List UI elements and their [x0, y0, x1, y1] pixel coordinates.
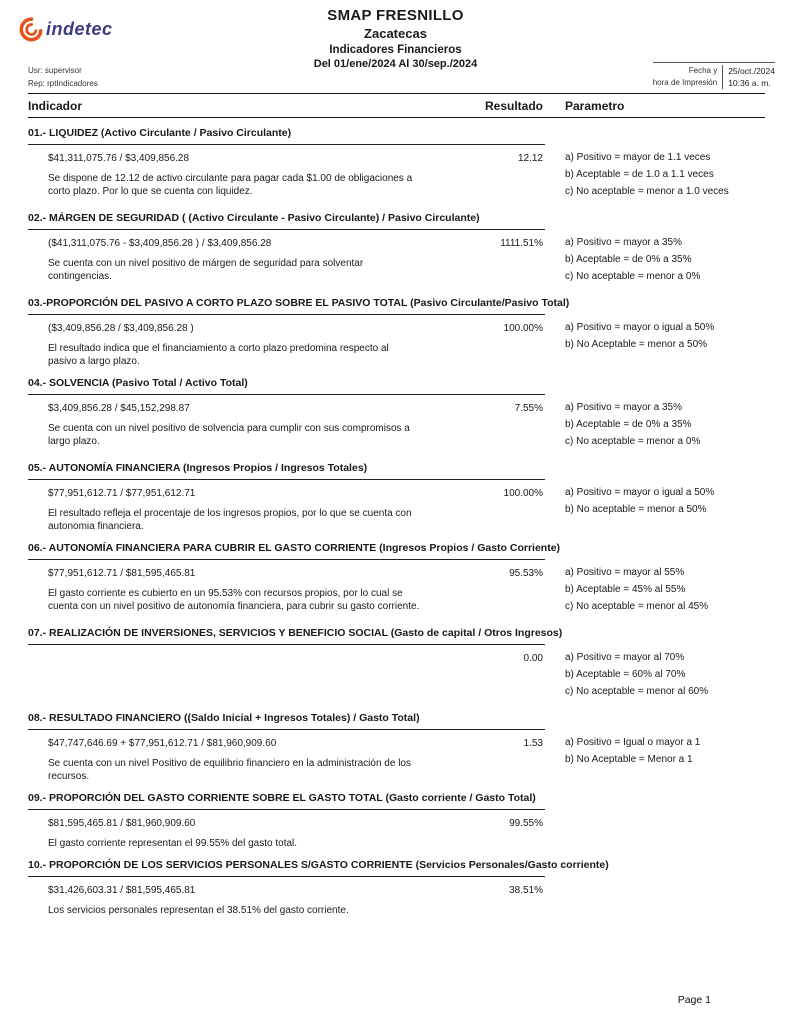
- parameters-list: [543, 152, 765, 203]
- parameter-line: c) No aceptable = menor a 0%: [565, 436, 701, 447]
- user-label: Usr: supervisor: [28, 66, 82, 75]
- description-text: El gasto corriente es cubierto en un 95.53% con recursos propios, por lo cual se cuenta con un nivel positivo de autonomía financiera, para cubrir su gasto corriente.: [48, 588, 420, 612]
- section-divider: [28, 144, 545, 145]
- parameters-list: [543, 402, 765, 453]
- state-name: Zacatecas: [364, 26, 427, 41]
- report-header: [0, 0, 791, 93]
- result-value: 95.53%: [509, 568, 543, 579]
- result-value: 100.00%: [503, 323, 543, 334]
- formula-text: $47,747,646.69 + $77,951,612.71 / $81,960,909.60: [48, 738, 277, 749]
- parameter-line: a) Positivo = mayor al 70%: [565, 652, 685, 663]
- section-divider: [28, 644, 545, 645]
- section-title: 06.- AUTONOMÍA FINANCIERA PARA CUBRIR EL GASTO CORRIENTE (Ingresos Propios / Gasto Corriente): [28, 542, 561, 554]
- result-value: 12.12: [517, 153, 543, 164]
- parameter-line: a) Positivo = mayor de 1.1 veces: [565, 152, 711, 163]
- indicator-section: [28, 627, 765, 703]
- parameter-line: b) Aceptable = de 0% a 35%: [565, 419, 692, 430]
- print-datetime-labels: [653, 65, 723, 89]
- parameter-line: b) No Aceptable = Menor a 1: [565, 754, 693, 765]
- section-title: 02.- MÁRGEN DE SEGURIDAD ( (Activo Circulante - Pasivo Circulante) / Pasivo Circulante): [28, 212, 480, 224]
- page-number: Page 1: [677, 994, 711, 1006]
- indicator-section: [28, 127, 765, 203]
- parameters-list: [543, 322, 765, 356]
- parameters-list: [543, 567, 765, 618]
- description-text: Se cuenta con un nivel Positivo de equilibrio financiero en la administración de los recursos.: [48, 758, 411, 782]
- result-value: 1.53: [523, 738, 543, 749]
- description-text: Se cuenta con un nivel positivo de solvencia para cumplir con sus compromisos a largo plazo.: [48, 423, 410, 447]
- parameter-line: a) Positivo = mayor a 35%: [565, 237, 682, 248]
- parameter-line: c) No aceptable = menor al 60%: [565, 686, 709, 697]
- section-divider: [28, 229, 545, 230]
- column-result: Resultado: [484, 99, 543, 113]
- parameter-line: c) No aceptable = menor a 0%: [565, 271, 701, 282]
- print-label-line2: hora de Impresión: [652, 78, 718, 87]
- indetec-logo-text: indetec: [46, 19, 113, 39]
- formula-text: $31,426,603.31 / $81,595,465.81: [48, 885, 196, 896]
- print-time: 10:36 a. m.: [728, 78, 771, 88]
- indicator-section: [28, 297, 765, 368]
- result-value: 100.00%: [503, 488, 543, 499]
- indicator-section: [28, 859, 765, 917]
- section-title: 10.- PROPORCIÓN DE LOS SERVICIOS PERSONALES S/GASTO CORRIENTE (Servicios Personales/Gasto corriente): [28, 859, 609, 871]
- parameters-list: [543, 487, 765, 521]
- description-text: El resultado indica que el financiamiento a corto plazo predomina respecto al pasivo a largo plazo.: [48, 343, 389, 367]
- formula-text: ($3,409,856.28 / $3,409,856.28 ): [48, 323, 194, 334]
- formula-text: $81,595,465.81 / $81,960,909.60: [48, 818, 196, 829]
- section-divider: [28, 479, 545, 480]
- parameter-line: b) No aceptable = menor a 50%: [565, 504, 707, 515]
- table-column-header: [28, 93, 765, 118]
- parameter-line: a) Positivo = mayor o igual a 50%: [565, 487, 715, 498]
- print-datetime-values: [723, 65, 775, 89]
- result-value: 0.00: [523, 653, 543, 664]
- description-text: El resultado refleja el procentaje de los ingresos propios, por lo que se cuenta con autonomia financiera.: [48, 508, 412, 532]
- description-text: El gasto corriente representan el 99.55% del gasto total.: [48, 838, 298, 849]
- parameter-line: a) Positivo = Igual o mayor a 1: [565, 737, 701, 748]
- section-title: 05.- AUTONOMÍA FINANCIERA (Ingresos Propios / Ingresos Totales): [28, 462, 368, 474]
- section-title: 08.- RESULTADO FINANCIERO ((Saldo Inicial + Ingresos Totales) / Gasto Total): [28, 712, 420, 724]
- parameters-list: [543, 652, 765, 703]
- parameter-line: a) Positivo = mayor o igual a 50%: [565, 322, 715, 333]
- parameter-line: c) No aceptable = menor al 45%: [565, 601, 709, 612]
- report-name: Indicadores Financieros: [329, 44, 462, 56]
- parameter-line: a) Positivo = mayor al 55%: [565, 567, 685, 578]
- section-divider: [28, 314, 545, 315]
- parameter-line: b) Aceptable = 45% al 55%: [565, 584, 686, 595]
- report-label: Rep: rptIndicadores: [28, 79, 98, 88]
- section-title: 03.-PROPORCIÓN DEL PASIVO A CORTO PLAZO SOBRE EL PASIVO TOTAL (Pasivo Circulante/Pasivo Total): [28, 297, 570, 309]
- column-parameter: Parametro: [565, 99, 625, 113]
- indicator-section: [28, 212, 765, 288]
- page-title: SMAP FRESNILLO: [327, 7, 464, 24]
- indicator-sections: [28, 127, 765, 917]
- indicator-section: [28, 792, 765, 850]
- indicator-section: [28, 712, 765, 783]
- section-title: 04.- SOLVENCIA (Pasivo Total / Activo Total): [28, 377, 248, 389]
- result-value: 7.55%: [514, 403, 543, 414]
- print-date: 25/oct./2024: [728, 66, 775, 76]
- parameter-line: b) Aceptable = de 1.0 a 1.1 veces: [565, 169, 714, 180]
- section-title: 07.- REALIZACIÓN DE INVERSIONES, SERVICIOS Y BENEFICIO SOCIAL (Gasto de capital / Otros Ingresos): [28, 627, 563, 639]
- report-period: Del 01/ene/2024 Al 30/sep./2024: [313, 58, 478, 70]
- parameters-list: [543, 237, 765, 288]
- indicator-section: [28, 542, 765, 618]
- description-text: Se cuenta con un nivel positivo de márgen de seguridad para solventar contingencias.: [48, 258, 364, 282]
- parameter-line: b) No Aceptable = menor a 50%: [565, 339, 708, 350]
- parameter-line: b) Aceptable = 60% al 70%: [565, 669, 686, 680]
- section-divider: [28, 559, 545, 560]
- description-text: Se dispone de 12.12 de activo circulante para pagar cada $1.00 de obligaciones a corto plazo. Por lo que se cuenta con liquidez.: [48, 173, 413, 197]
- section-divider: [28, 729, 545, 730]
- user-meta: [28, 64, 98, 90]
- indicator-section: [28, 462, 765, 533]
- section-divider: [28, 809, 545, 810]
- parameter-line: c) No aceptable = menor a 1.0 veces: [565, 186, 729, 197]
- formula-text: [48, 652, 458, 658]
- section-title: 01.- LIQUIDEZ (Activo Circulante / Pasivo Circulante): [28, 127, 292, 139]
- formula-text: $3,409,856.28 / $45,152,298.87: [48, 403, 190, 414]
- formula-text: $77,951,612.71 / $77,951,612.71: [48, 488, 196, 499]
- parameters-list: [543, 737, 765, 771]
- description-text: Los servicios personales representan el 38.51% del gasto corriente.: [48, 905, 349, 916]
- formula-text: $77,951,612.71 / $81,595,465.81: [48, 568, 196, 579]
- section-divider: [28, 876, 545, 877]
- indicator-section: [28, 377, 765, 453]
- parameter-line: a) Positivo = mayor a 35%: [565, 402, 682, 413]
- section-title: 09.- PROPORCIÓN DEL GASTO CORRIENTE SOBRE EL GASTO TOTAL (Gasto corriente / Gasto Total): [28, 792, 536, 804]
- section-divider: [28, 394, 545, 395]
- parameter-line: b) Aceptable = de 0% a 35%: [565, 254, 692, 265]
- result-value: 1111.51%: [500, 238, 543, 249]
- result-value: 38.51%: [509, 885, 543, 896]
- result-value: 99.55%: [509, 818, 543, 829]
- print-datetime-box: [653, 62, 775, 89]
- print-label-line1: Fecha y: [688, 66, 718, 75]
- column-indicator: Indicador: [28, 99, 83, 113]
- title-block: [0, 7, 791, 70]
- formula-text: ($41,311,075.76 - $3,409,856.28 ) / $3,409,856.28: [48, 238, 272, 249]
- formula-text: $41,311,075.76 / $3,409,856.28: [48, 153, 190, 164]
